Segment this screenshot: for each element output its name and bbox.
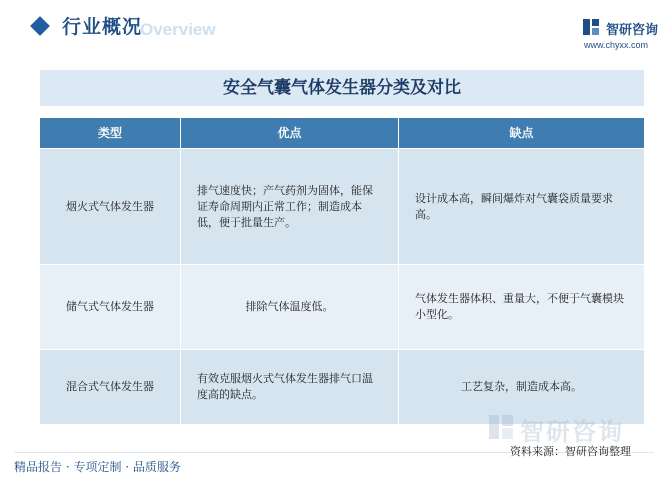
watermark-text: 智研咨询 xyxy=(520,418,624,446)
cons-cell: 设计成本高，瞬间爆炸对气囊袋质量要求高。 xyxy=(415,191,613,221)
column-header-pros: 优点 xyxy=(277,126,302,140)
type-cell: 储气式气体发生器 xyxy=(66,300,154,313)
table-title-band xyxy=(40,70,644,106)
brand-url: www.chyxx.com xyxy=(584,40,649,50)
cons-cell: 气体发生器体积、重量大，不便于气囊模块小型化。 xyxy=(415,292,624,321)
source-note: 资料来源：智研咨询整理 xyxy=(510,445,631,458)
cons-cell: 工艺复杂，制造成本高。 xyxy=(461,380,582,393)
pros-cell: 排气速度快；产气药剂为固体，能保证寿命周期内正常工作；制造成本低，便于批量生产。 xyxy=(197,183,373,229)
section-header xyxy=(0,0,668,60)
section-subtitle: Overview xyxy=(140,20,216,39)
brand-logo xyxy=(582,14,662,54)
watermark-logo-icon xyxy=(488,414,514,440)
section-title: 行业概况 xyxy=(62,16,143,38)
diamond-icon xyxy=(30,16,50,36)
footer-tagline: 精品报告 · 专项定制 · 品质服务 xyxy=(14,460,181,474)
column-header-cons: 缺点 xyxy=(509,126,534,140)
pros-cell: 有效克服烟火式气体发生器排气口温度高的缺点。 xyxy=(197,372,373,401)
table-row xyxy=(40,265,644,349)
table-row xyxy=(40,149,644,264)
brand-name: 智研咨询 xyxy=(606,23,659,38)
brand-logo-icon xyxy=(582,18,600,36)
column-header-type: 类型 xyxy=(97,126,122,140)
pros-cell: 排除气体温度低。 xyxy=(245,300,334,313)
table-title: 安全气囊气体发生器分类及对比 xyxy=(223,78,461,98)
type-cell: 烟火式气体发生器 xyxy=(66,199,154,213)
type-cell: 混合式气体发生器 xyxy=(66,380,154,393)
table-header-row xyxy=(40,118,644,148)
watermark xyxy=(488,412,664,446)
